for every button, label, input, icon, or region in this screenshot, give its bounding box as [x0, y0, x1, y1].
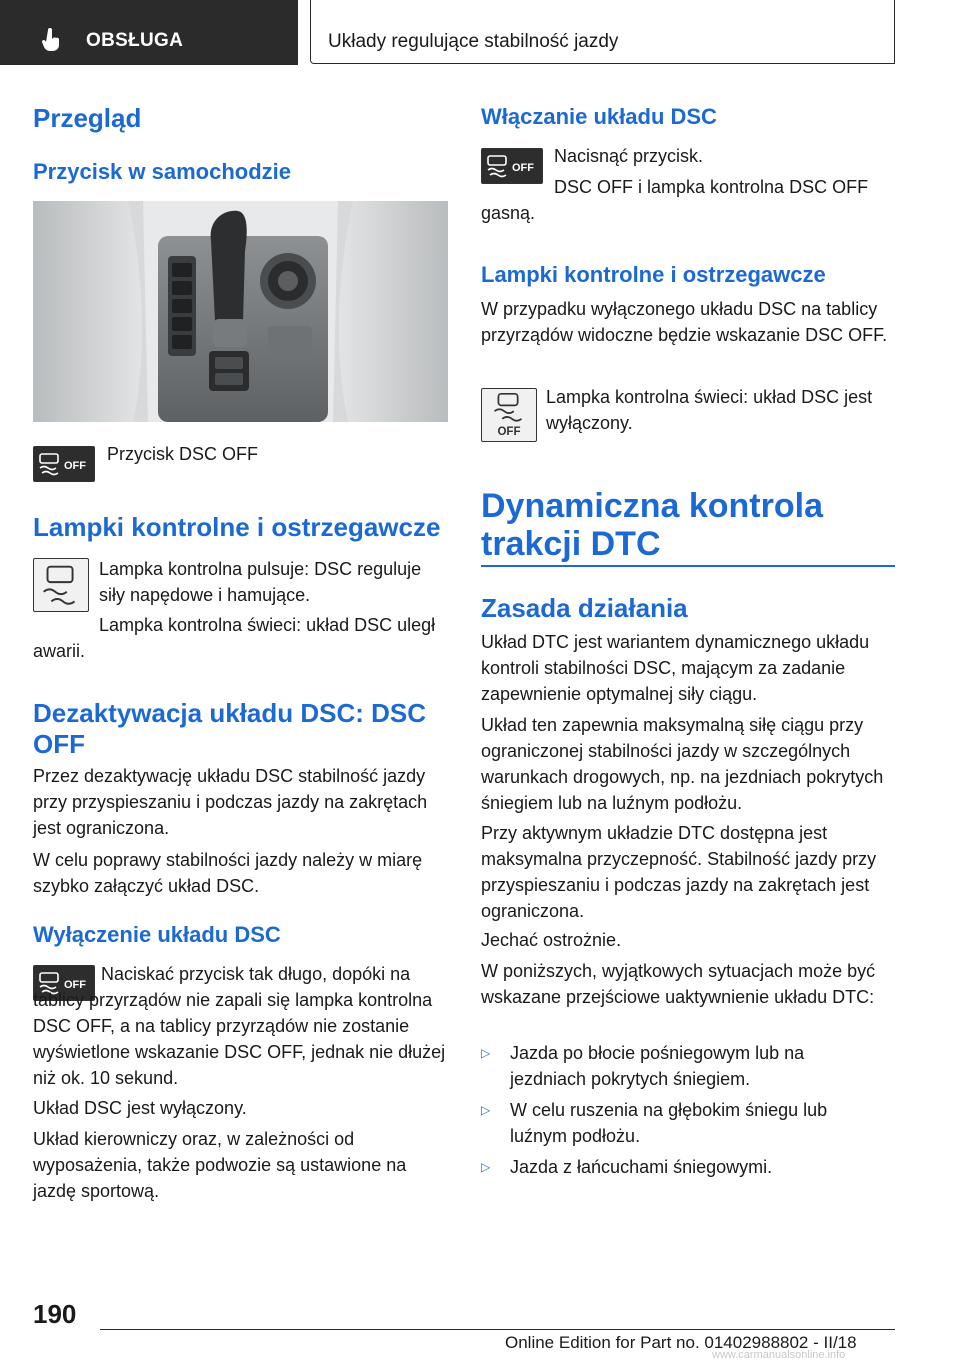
- switch-on-para-2: DSC OFF i lampka kontrolna DSC OFF gasną.: [481, 177, 869, 223]
- deactivation-para-1: Przez dezaktywację układu DSC stabilność jazdy przy przyspieszaniu i podczas jazdy na zakrętach jest ograniczona.: [33, 766, 428, 838]
- header-title-box: [310, 0, 895, 64]
- header-section-label: OBSŁUGA: [86, 30, 184, 51]
- heading-principle: Zasada działania: [481, 593, 688, 623]
- center-console-photo: [33, 201, 448, 422]
- list-item-text: W celu ruszenia na głębokim śniegu lub luźnym podłożu.: [510, 1100, 828, 1146]
- dsc-warning-lamp-icon: [33, 558, 89, 612]
- footer-edition: Online Edition for Part no. 01402988802 - II/18: [505, 1333, 857, 1352]
- heading-dtc: Dynamiczna kontrola trakcji DTC: [481, 487, 823, 563]
- header-title: Układy regulujące stabilność jazdy: [328, 31, 619, 52]
- button-caption: Przycisk DSC OFF: [107, 444, 258, 464]
- switch-off-para-3: Układ kierowniczy oraz, w zależności od wyposażenia, także podwozie są ustawione na jazdę sportową.: [33, 1129, 407, 1201]
- principle-para-5: W poniższych, wyjątkowych sytuacjach może być wskazane przejściowe uaktywnienie układu DTC:: [481, 961, 876, 1007]
- dsc-off-button-icon: [33, 446, 95, 482]
- icon-off-label: OFF: [497, 426, 521, 439]
- list-item: [481, 1097, 881, 1149]
- lamps-right-para-2: Lampka kontrolna świeci: układ DSC jest wyłączony.: [546, 387, 873, 433]
- heading-switch-off: Wyłączenie układu DSC: [33, 922, 281, 947]
- lamp-lit-text: Lampka kontrolna świeci: układ DSC uległ awarii.: [33, 615, 436, 661]
- hand-pointer-icon: [42, 28, 62, 52]
- heading-switch-on: Włączanie układu DSC: [481, 104, 717, 129]
- footer-rule: [100, 1329, 895, 1330]
- page-number: 190: [33, 1299, 77, 1329]
- center-console-illustration: [33, 201, 448, 422]
- principle-para-4: Jechać ostrożnie.: [481, 930, 622, 950]
- principle-para-1: Układ DTC jest wariantem dynamicznego układu kontroli stabilności DSC, mającym za zadanie zapewnienie optymalnej siły ciągu.: [481, 632, 870, 704]
- icon-off-label: OFF: [64, 460, 86, 472]
- skid-car-icon: [34, 559, 88, 611]
- icon-off-label: OFF: [64, 979, 86, 991]
- switch-off-para-2: Układ DSC jest wyłączony.: [33, 1098, 247, 1118]
- heading-deactivation: Dezaktywacja układu DSC: DSC OFF: [33, 698, 427, 759]
- lamps-right-para-1: W przypadku wyłączonego układu DSC na tablicy przyrządów widoczne będzie wskazanie DSC OFF.: [481, 299, 888, 345]
- switch-on-para-1: Nacisnąć przycisk.: [554, 146, 704, 166]
- list-item: [481, 1154, 881, 1180]
- triangle-bullet-icon: ▷: [481, 1103, 491, 1117]
- list-item-text: Jazda z łańcuchami śniegowymi.: [510, 1157, 773, 1177]
- triangle-bullet-icon: ▷: [481, 1046, 491, 1060]
- heading-rule: [481, 565, 895, 567]
- header-section-tab: [0, 0, 298, 65]
- skid-car-off-lamp-icon: [482, 389, 536, 441]
- deactivation-para-2: W celu poprawy stabilności jazdy należy w miarę szybko załączyć układ DSC.: [33, 850, 423, 896]
- icon-off-label: OFF: [512, 162, 534, 174]
- situations-list: [481, 1040, 881, 1180]
- triangle-bullet-icon: ▷: [481, 1160, 491, 1174]
- principle-para-2: Układ ten zapewnia maksymalną siłę ciągu przy ograniczonej stabilności jazdy w szczególnych warunkach drogowych, np. na jezdniach pokrytych śniegiem lub na luźnym podłożu.: [481, 715, 884, 813]
- skid-car-off-icon: [38, 451, 92, 477]
- list-item-text: Jazda po błocie pośniegowym lub na jezdniach pokrytych śniegiem.: [510, 1043, 805, 1089]
- principle-para-3: Przy aktywnym układzie DTC dostępna jest maksymalna przyczepność. Stabilność jazdy przy przyspieszaniu i podczas jazdy na zakrętach jest ograniczona.: [481, 823, 877, 921]
- switch-off-para-1: Naciskać przycisk tak długo, dopóki na tablicy przyrządów nie zapali się lampka kontrolna DSC OFF, a na tablicy przyrządów nie zostanie wyświetlone wskazanie DSC OFF, jednak nie dłużej niż ok. 10 sekund.: [33, 964, 446, 1088]
- heading-lamps-left: Lampki kontrolne i ostrzegawcze: [33, 512, 441, 542]
- list-item: [481, 1040, 881, 1092]
- heading-button-in-car: Przycisk w samochodzie: [33, 159, 291, 184]
- heading-lamps-right: Lampki kontrolne i ostrzegawcze: [481, 262, 826, 287]
- lamp-pulse-text: Lampka kontrolna pulsuje: DSC reguluje siły napędowe i hamujące.: [99, 559, 422, 605]
- heading-overview: Przegląd: [33, 103, 142, 133]
- watermark: www.carmanualsonline.info: [712, 1349, 846, 1361]
- dsc-off-lamp-icon: [481, 388, 537, 442]
